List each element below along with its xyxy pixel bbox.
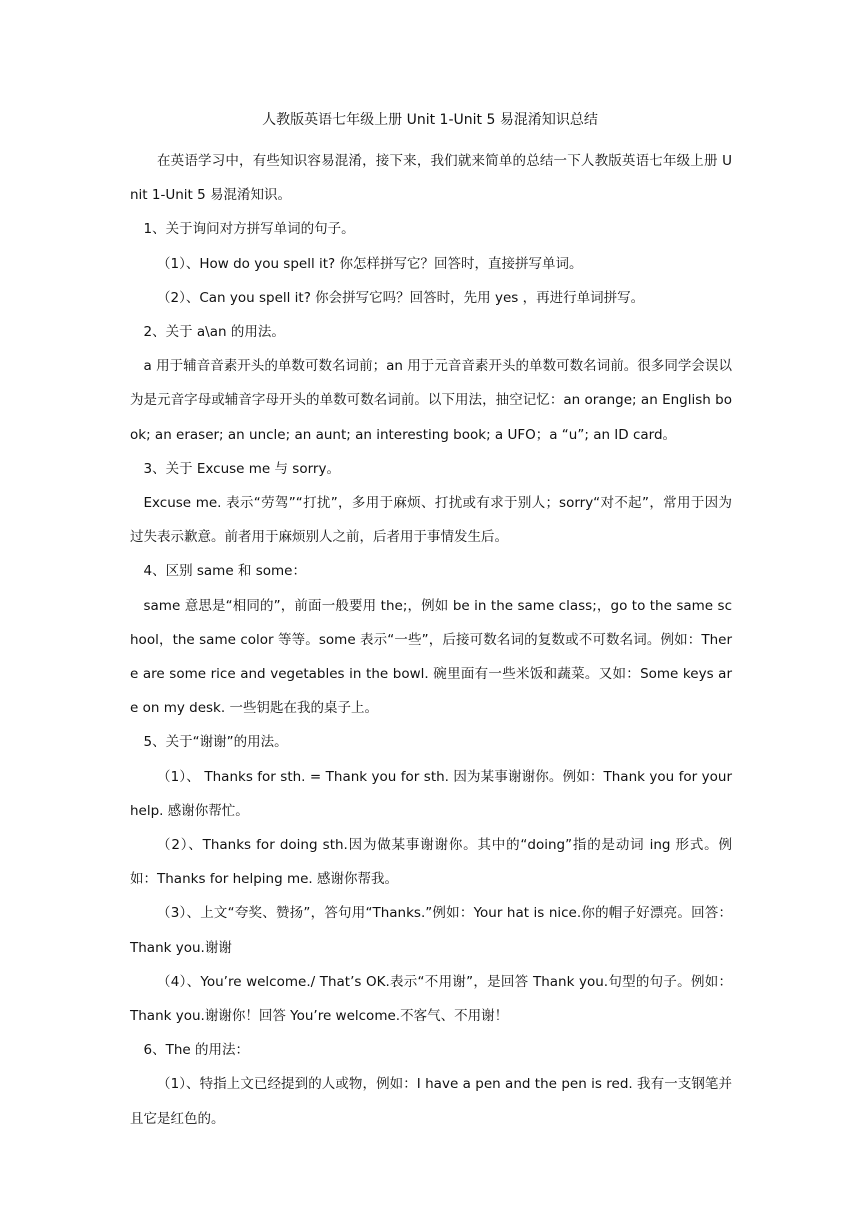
section-heading-3: 3、关于 Excuse me 与 sorry。 <box>143 460 340 477</box>
document-title: 人教版英语七年级上册 Unit 1-Unit 5 易混淆知识总结 <box>262 112 598 128</box>
list-item-6-1: （1）、特指上文已经提到的人或物，例如：I have a pen and the pen is red. 我有一支钢笔并且它是红色的。 <box>130 1076 732 1127</box>
list-item-1-2: （2）、Can you spell it? 你会拼写它吗？回答时，先用 yes ，再进行单词拼写。 <box>157 289 645 306</box>
list-item-5-3: （3）、上文“夸奖、赞扬”，答句用“Thanks.”例如：Your hat is nice.你的帽子好漂亮。回答：Thank you.谢谢 <box>130 905 732 956</box>
section-heading-1: 1、关于询问对方拼写单词的句子。 <box>143 221 355 238</box>
list-item-5-1: （1）、 Thanks for sth. = Thank you for sth. 因为某事谢谢你。例如：Thank you for your help. 感谢你帮忙。 <box>130 768 732 819</box>
section-heading-5: 5、关于“谢谢”的用法。 <box>143 734 288 751</box>
list-item-5-2: （2）、Thanks for doing sth.因为做某事谢谢你。其中的“doing”指的是动词 ing 形式。例如：Thanks for helping me. 感谢你帮我。 <box>130 837 732 888</box>
paragraph-a-an: a 用于辅音音素开头的单数可数名词前；an 用于元音音素开头的单数可数名词前。很多同学会误以为是元音字母或辅音字母开头的单数可数名词前。以下用法，抽空记忆：an orange; an English book; an eraser; an uncle; an aunt; an interesting book; a UFO；a “u”; an ID card。 <box>130 358 732 443</box>
section-heading-4: 4、区别 same 和 some： <box>143 563 306 580</box>
list-item-5-4: （4）、You’re welcome./ That’s OK.表示“不用谢”，是回答 Thank you.句型的句子。例如：Thank you.谢谢你！回答 You’re welcome.不客气、不用谢！ <box>130 973 732 1025</box>
document-body <box>130 144 732 1136</box>
list-item-1-1: （1）、How do you spell it? 你怎样拼写它？回答时，直接拼写单词。 <box>157 255 583 272</box>
paragraph-same-some: same 意思是“相同的”，前面一般要用 the;，例如 be in the same class;，go to the same school，the same color 等等。some 表示“一些”，后接可数名词的复数或不可数名词。例如：There are some rice and vegetables in the bowl. 碗里面有一些米饭和蔬菜。又如：Some keys are on my desk. 一些钥匙在我的桌子上。 <box>130 597 732 717</box>
section-heading-6: 6、The 的用法： <box>143 1042 249 1059</box>
intro-paragraph: 在英语学习中，有些知识容易混淆，接下来，我们就来简单的总结一下人教版英语七年级上册 Unit 1-Unit 5 易混淆知识。 <box>130 153 732 204</box>
section-heading-2: 2、关于 a\an 的用法。 <box>143 324 285 341</box>
paragraph-excuse-me: Excuse me. 表示“劳驾”“打扰”，多用于麻烦、打扰或有求于别人；sorry“对不起”，常用于因为过失表示歉意。前者用于麻烦别人之前，后者用于事情发生后。 <box>130 495 732 546</box>
